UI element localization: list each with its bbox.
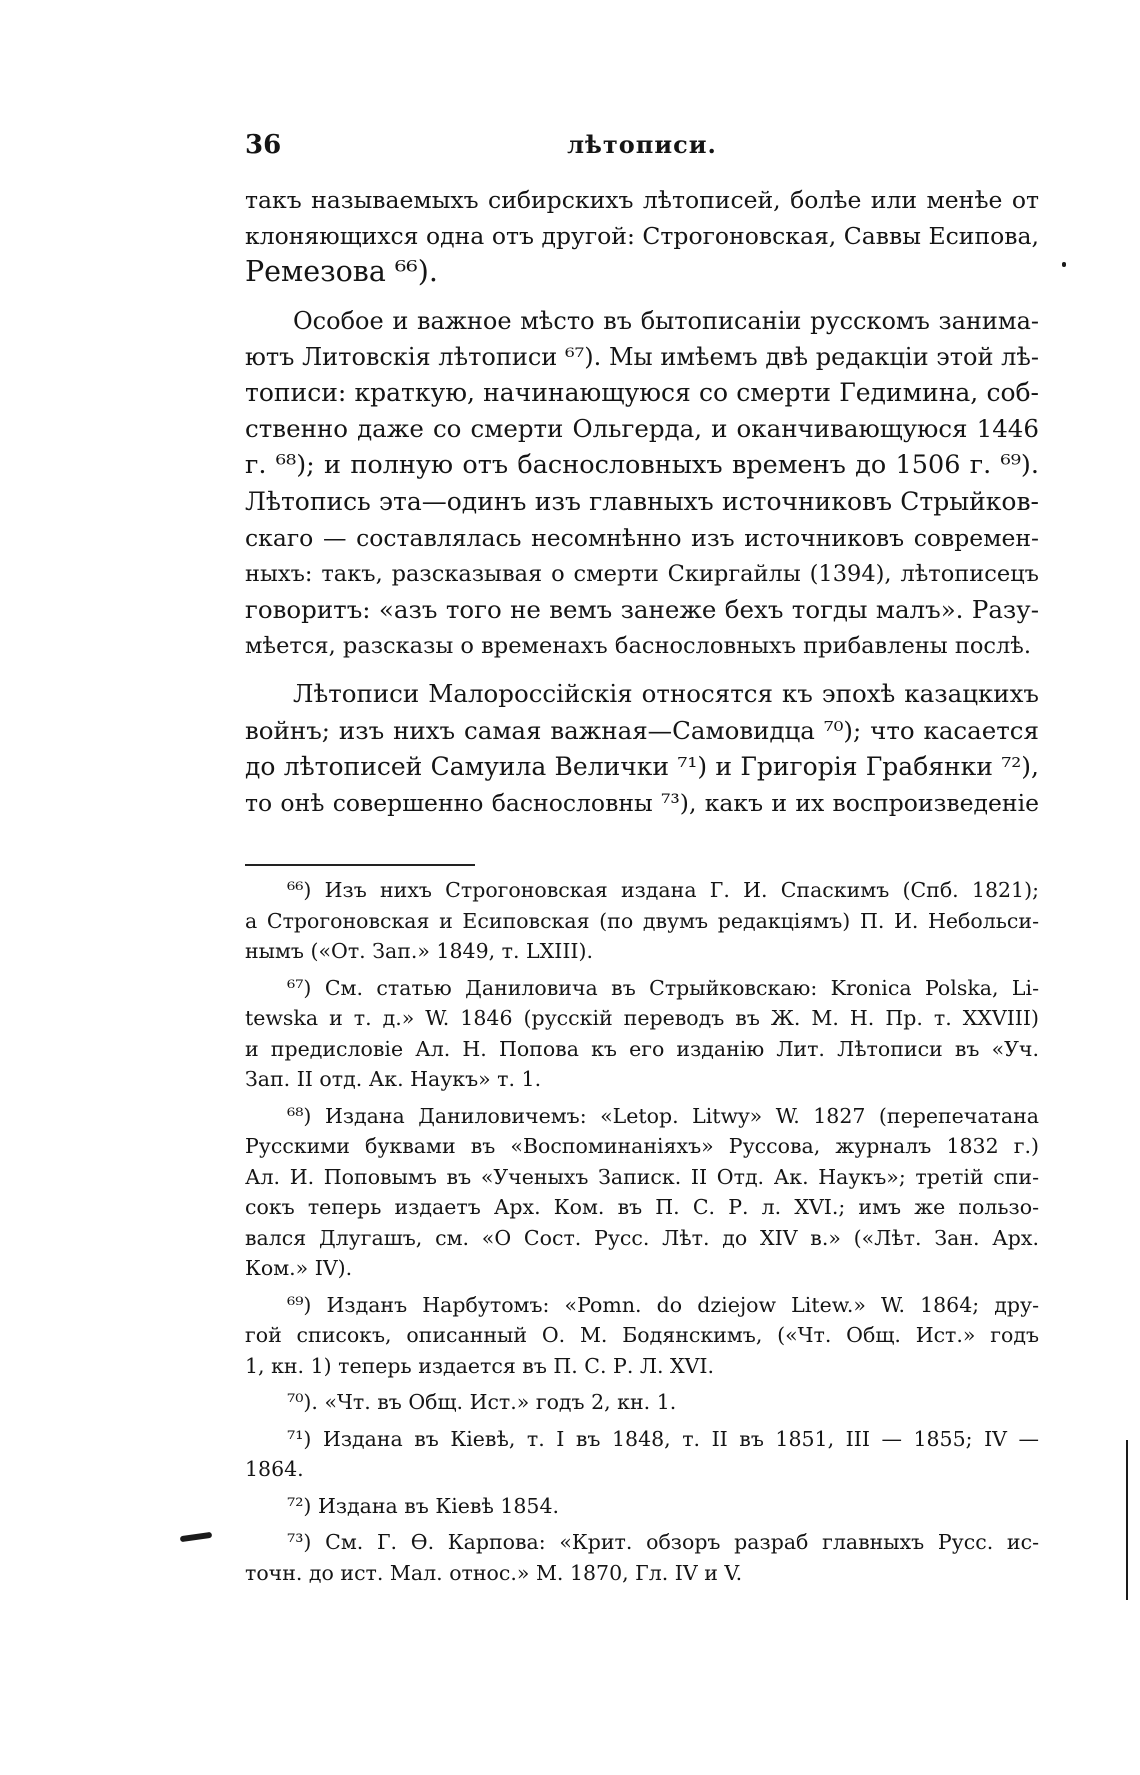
footnote-line: Зап. II отд. Ак. Наукъ» т. 1. bbox=[245, 1067, 542, 1091]
text-line: говоритъ: «азъ того не вемъ занеже бехъ тогды малъ». Разу- bbox=[245, 595, 1039, 625]
text-line: клоняющихся одна отъ другой: Строгоновская, Саввы Есипова, bbox=[245, 222, 1039, 251]
footnote-line: точн. до ист. Мал. относ.» М. 1870, Гл. IV и V. bbox=[245, 1560, 743, 1585]
footnote-line: и предисловіе Ал. Н. Попова къ его изданію Лит. Лѣтописи въ «Уч. bbox=[245, 1036, 1039, 1061]
footnote-line: гой списокъ, описанный О. М. Бодянскимъ, («Чт. Общ. Ист.» годъ bbox=[245, 1323, 1039, 1347]
page-number: 36 bbox=[245, 130, 282, 160]
footnote-divider bbox=[245, 864, 475, 866]
page-header bbox=[245, 130, 1039, 170]
text-line: г. ⁶⁸); и полную отъ баснословныхъ временъ до 1506 г. ⁶⁹). bbox=[245, 450, 1039, 481]
footnote-line: ⁷³) См. Г. Ѳ. Карпова: «Крит. обзоръ разраб главныхъ Русс. ис- bbox=[287, 1530, 1039, 1554]
footnote-line: сокъ теперь издаетъ Арх. Ком. въ П. С. Р. л. XVI.; имъ же пользо- bbox=[245, 1195, 1039, 1219]
footnote-line: ⁶⁷) См. статью Даниловича въ Стрыйковскаю: Kronica Polska, Li- bbox=[287, 975, 1039, 1000]
footnote-line: tewska и т. д.» W. 1846 (русскій переводъ въ Ж. М. Н. Пр. т. XXVIII) bbox=[245, 1006, 1039, 1030]
scan-edge-line bbox=[1126, 1440, 1128, 1600]
main-text bbox=[245, 182, 1039, 821]
footnote-line: ⁷⁰). «Чт. въ Общ. Ист.» годъ 2, кн. 1. bbox=[287, 1390, 677, 1414]
footnotes bbox=[245, 875, 1039, 1588]
footnote-line: Русскими буквами въ «Воспоминаніяхъ» Руссова, журналъ 1832 г.) bbox=[245, 1134, 1039, 1158]
footnote-line: Ал. И. Поповымъ въ «Ученыхъ Записк. II Отд. Ак. Наукъ»; третій спи- bbox=[245, 1164, 1039, 1189]
footnote-line: а Строгоновская и Есиповская (по двумъ редакціямъ) П. И. Небольси- bbox=[245, 908, 1039, 933]
footnote-line: ⁶⁸) Издана Даниловичемъ: «Letop. Litwy» W. 1827 (перепечатана bbox=[287, 1103, 1039, 1128]
footnote-line: ⁷²) Издана въ Кіевѣ 1854. bbox=[287, 1493, 560, 1518]
footnote-line: нымъ («От. Зап.» 1849, т. LXIII). bbox=[245, 939, 594, 963]
text-line: тописи: краткую, начинающуюся со смерти Гедимина, соб- bbox=[245, 377, 1039, 407]
text-line: ственно даже со смерти Ольгерда, и оканчивающуюся 1446 bbox=[245, 414, 1039, 444]
footnote-line: ⁶⁹) Изданъ Нарбутомъ: «Pomn. do dziejow Litew.» W. 1864; дру- bbox=[287, 1292, 1039, 1317]
footnote-line: 1, кн. 1) теперь издается въ П. С. Р. Л. XVI. bbox=[245, 1353, 715, 1378]
footnote-line: вался Длугашъ, см. «О Сост. Русс. Лѣт. до XIV в.» («Лѣт. Зан. Арх. bbox=[245, 1225, 1039, 1250]
text-line: Лѣтопись эта—одинъ изъ главныхъ источниковъ Стрыйков- bbox=[245, 486, 1039, 516]
text-line: войнъ; изъ нихъ самая важная—Самовидца ⁷⁰); что касается bbox=[245, 715, 1039, 745]
footnote-line: 1864. bbox=[245, 1457, 304, 1481]
text-line: Лѣтописи Малороссійскія относятся къ эпохѣ казацкихъ bbox=[293, 679, 1039, 709]
running-title: лѣтописи. bbox=[567, 130, 717, 159]
text-line: скаго — составлялась несомнѣнно изъ источниковъ современ- bbox=[245, 523, 1039, 552]
footnote-line: Ком.» IV). bbox=[245, 1256, 353, 1280]
text-line: то онѣ совершенно баснословны ⁷³), какъ и их воспроизведеніе bbox=[245, 789, 1039, 817]
footnote-line: ⁶⁶) Изъ нихъ Строгоновская издана Г. И. Спаскимъ (Спб. 1821); bbox=[287, 878, 1039, 902]
text-line: ныхъ: такъ, разсказывая о смерти Скиргайлы (1394), лѣтописецъ bbox=[245, 560, 1039, 587]
text-line: Ремезова ⁶⁶). bbox=[245, 255, 438, 289]
text-line: мѣется, разсказы о временахъ баснословныхъ прибавлены послѣ. bbox=[245, 633, 1032, 660]
scan-speck bbox=[1062, 262, 1066, 267]
text-line: такъ называемыхъ сибирскихъ лѣтописей, болѣе или менѣе от bbox=[245, 186, 1039, 214]
text-line: ютъ Литовскія лѣтописи ⁶⁷). Мы имѣемъ двѣ редакціи этой лѣ- bbox=[245, 342, 1039, 371]
ink-blot bbox=[180, 1532, 213, 1542]
text-line: до лѣтописей Самуила Велички ⁷¹) и Григорія Грабянки ⁷²), bbox=[245, 751, 1039, 781]
footnote-line: ⁷¹) Издана въ Кіевѣ, т. I въ 1848, т. II въ 1851, III — 1855; IV — bbox=[287, 1426, 1039, 1451]
text-line: Особое и важное мѣсто въ бытописаніи русскомъ занима- bbox=[293, 306, 1039, 335]
